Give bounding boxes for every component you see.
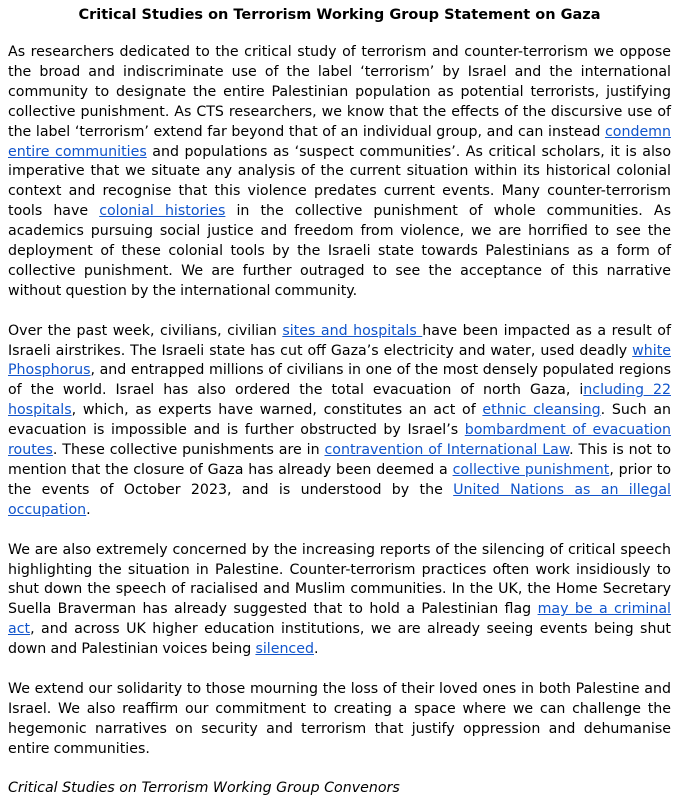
paragraph-text: We are also extremely concerned by the increasing reports of the silencing of critical speech highlighting the situation in Palestine. Counter-terrorism practices often work insidiously to shut down the speech of racialised and Muslim communities. In the UK, the Home Secretary Suella Braverman has already suggested that to hold a Palestinian flag — [8, 541, 671, 618]
paragraph-text: . This is not to mention that the closure of Gaza has already been deemed a — [8, 442, 671, 479]
hyperlink[interactable]: condemn entire communities — [8, 123, 671, 160]
hyperlink[interactable]: ethnic cleansing — [482, 402, 601, 419]
paragraph — [8, 541, 671, 660]
paragraph-text: , prior to the events of October 2023, and is understood by the — [8, 462, 672, 498]
page-title: Critical Studies on Terrorism Working Group Statement on Gaza — [78, 7, 601, 23]
paragraph-text: . These collective punishments are in — [52, 442, 325, 459]
paragraph-text: have been impacted as a result of Israeli airstrikes. The Israeli state has cut off Gaza’s electricity and water, used deadly — [8, 322, 671, 359]
statement-body — [8, 43, 671, 760]
paragraph-text: , and across UK higher education institutions, we are already seeing events being shut down and Palestinian voices being — [8, 621, 671, 658]
hyperlink[interactable]: sites and hospitals — [282, 322, 423, 339]
paragraph-text: in the collective punishment of whole communities. As academics pursuing social justice and freedom from violence, we are horrified to see the deployment of these colonial tools by the Israeli state towards Palestinians as a form of collective punishment. We are further outraged to see the acceptance of this narrative without question by the international community. — [8, 203, 671, 299]
hyperlink[interactable]: collective punishment — [452, 462, 610, 479]
hyperlink[interactable]: colonial histories — [99, 203, 226, 220]
hyperlink[interactable]: United Nations as an illegal occupation — [8, 481, 671, 518]
paragraph-text: We extend our solidarity to those mourning the loss of their loved ones in both Palestine and Israel. We also reaffirm our commitment to creating a space where we can challenge the hegemonic narratives on security and terrorism that justify oppression and dehumanise entire communities. — [8, 680, 671, 757]
hyperlink[interactable]: contravention of International Law — [324, 442, 570, 459]
paragraph — [8, 322, 671, 521]
paragraph — [8, 43, 671, 302]
paragraph-text: , which, as experts have warned, constitutes an act of — [71, 402, 483, 419]
paragraph-text: and populations as ‘suspect communities’. As critical scholars, it is also imperative that we situate any analysis of the current situation within its historical colonial context and recognise that this violence predates current events. Many counter-terrorism tools have — [8, 143, 671, 220]
signature: Critical Studies on Terrorism Working Group Convenors — [8, 780, 400, 797]
paragraph-text: . — [313, 641, 319, 658]
paragraph-text: , and entrapped millions of civilians in one of the most densely populated regions of the world. Israel has also ordered the total evacuation of north Gaza, i — [8, 362, 671, 399]
hyperlink[interactable]: bombardment of evacuation routes — [8, 422, 672, 459]
hyperlink[interactable]: silenced — [255, 641, 314, 658]
paragraph — [8, 680, 671, 760]
hyperlink[interactable]: may be a criminal act — [8, 601, 672, 638]
paragraph-text: As researchers dedicated to the critical study of terrorism and counter-terrorism we oppose the broad and indiscriminate use of the label ‘terrorism’ by Israel and the international community to designate the entire Palestinian population as potential terrorists, justifying collective punishment. As CTS researchers, we know that the effects of the discursive use of the label ‘terrorism’ extend far beyond that of an individual group, and can instead — [8, 44, 671, 140]
hyperlink[interactable]: white Phosphorus — [8, 342, 671, 379]
hyperlink[interactable]: ncluding 22 hospitals — [8, 382, 671, 419]
paragraph-text: Over the past week, civilians, civilian — [8, 322, 283, 339]
paragraph-text: . — [86, 501, 91, 518]
paragraph-text: . Such an evacuation is impossible and is further obstructed by Israel’s — [8, 402, 672, 439]
